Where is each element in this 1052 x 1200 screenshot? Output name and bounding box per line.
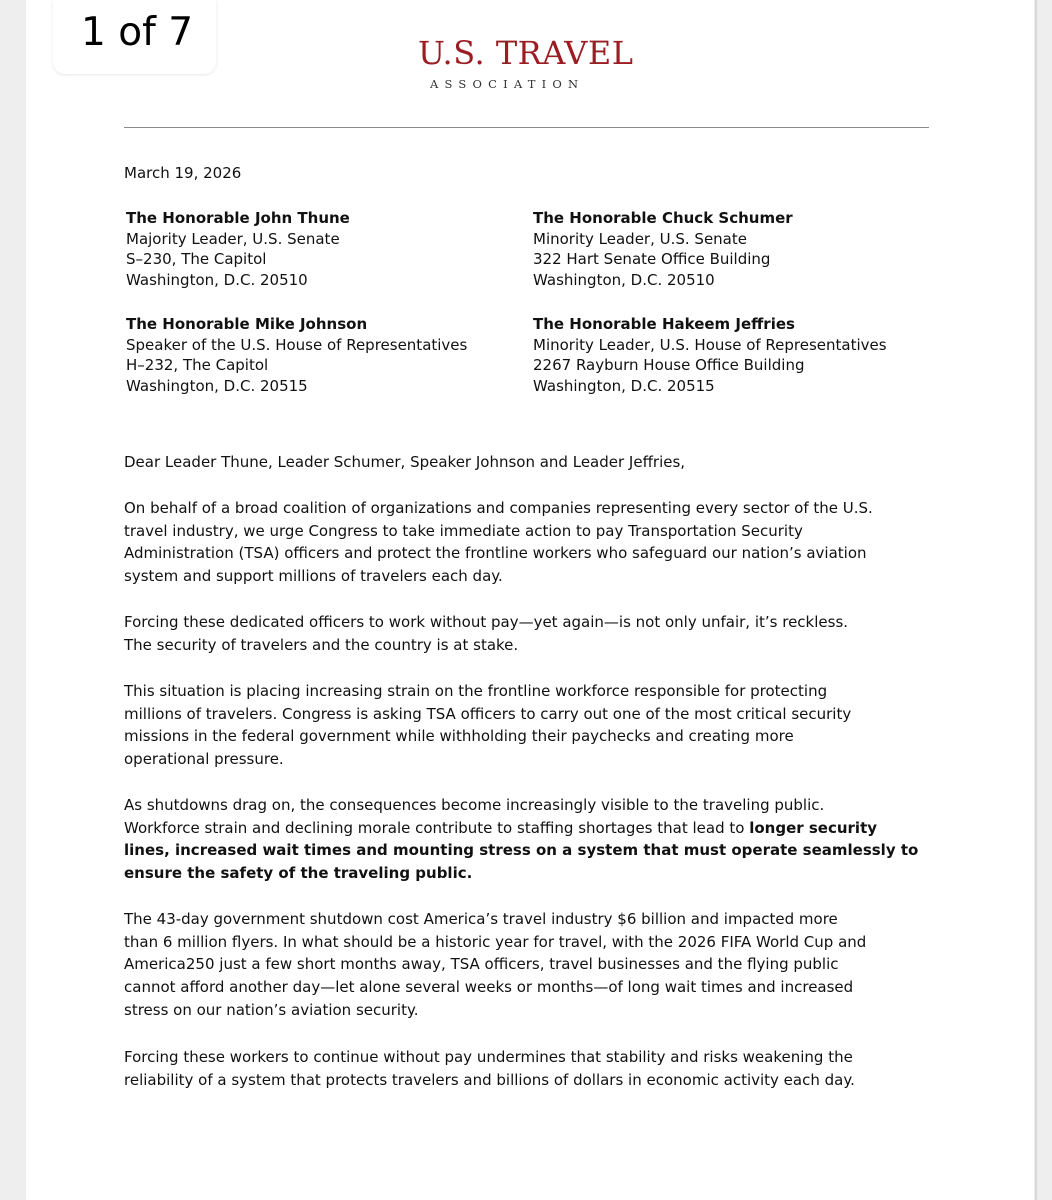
paragraph-line: The 43-day government shutdown cost America’s travel industry $6 billion and impacted more bbox=[124, 910, 838, 928]
paragraph-line: stress on our nation’s aviation security. bbox=[124, 1000, 419, 1019]
addressee-line: Washington, D.C. 20510 bbox=[533, 270, 715, 289]
paragraph-line: Forcing these dedicated officers to work without pay—yet again—is not only unfair, it’s reckless. bbox=[124, 613, 849, 631]
paragraph-line: than 6 million flyers. In what should be a historic year for travel, with the 2026 FIFA World Cup and bbox=[124, 932, 867, 951]
paragraph-line: Forcing these workers to continue without pay undermines that stability and risks weakening the bbox=[124, 1048, 853, 1066]
paragraph-line: As shutdowns drag on, the consequences become increasingly visible to the traveling public. bbox=[124, 796, 825, 814]
addressee-line: Washington, D.C. 20510 bbox=[126, 270, 308, 289]
paragraph-line bbox=[124, 862, 924, 885]
body-paragraph-4 bbox=[124, 794, 924, 885]
paragraph-line: system and support millions of travelers each day. bbox=[124, 567, 503, 586]
paragraph-text: Workforce strain and declining morale contribute to staffing shortages that lead to bbox=[124, 818, 750, 837]
body-paragraph-5 bbox=[124, 908, 924, 1022]
addressee-block-jeffries bbox=[533, 314, 887, 396]
addressee-block-johnson bbox=[126, 314, 467, 396]
addressee-line: Washington, D.C. 20515 bbox=[126, 376, 308, 395]
addressee-block-thune bbox=[126, 208, 350, 290]
body-paragraph-3 bbox=[124, 680, 924, 771]
paragraph-line: travel industry, we urge Congress to take immediate action to pay Transportation Security bbox=[124, 521, 803, 540]
emphasis-text: ensure the safety of the traveling public. bbox=[124, 864, 473, 883]
paragraph-line: millions of travelers. Congress is asking TSA officers to carry out one of the most critical security bbox=[124, 704, 852, 723]
paragraph-line: Administration (TSA) officers and protect the frontline workers who safeguard our nation’s aviation bbox=[124, 544, 867, 563]
addressee-line: S–230, The Capitol bbox=[126, 250, 267, 268]
paragraph-line: cannot afford another day—let alone several weeks or months—of long wait times and increased bbox=[124, 978, 854, 997]
addressee-line: Speaker of the U.S. House of Representatives bbox=[126, 335, 468, 354]
emphasis-text: longer security bbox=[749, 818, 878, 837]
addressee-line: Washington, D.C. 20515 bbox=[533, 376, 715, 395]
page-edge-divider bbox=[1035, 0, 1037, 1200]
emphasis-text: lines, increased wait times and mounting stress on a system that must operate seamlessly to bbox=[124, 841, 919, 860]
addressee-line: H–232, The Capitol bbox=[126, 356, 269, 374]
paragraph-line: missions in the federal government while withholding their paychecks and creating more bbox=[124, 727, 794, 746]
body-paragraph-6 bbox=[124, 1046, 924, 1091]
paragraph-line: operational pressure. bbox=[124, 750, 284, 769]
paragraph-line: This situation is placing increasing strain on the frontline workforce responsible for protecting bbox=[124, 682, 828, 700]
letterhead-logo-subtitle: ASSOCIATION bbox=[430, 77, 585, 91]
paragraph-line: reliability of a system that protects travelers and billions of dollars in economic activity each day. bbox=[124, 1070, 855, 1089]
addressee-line: 2267 Rayburn House Office Building bbox=[533, 356, 805, 374]
paragraph-line bbox=[124, 839, 924, 862]
body-paragraph-1 bbox=[124, 497, 924, 588]
addressee-block-schumer bbox=[533, 208, 793, 290]
addressee-name: The Honorable Hakeem Jeffries bbox=[533, 315, 795, 333]
paragraph-line: America250 just a few short months away, TSA officers, travel businesses and the flying public bbox=[124, 955, 839, 974]
letterhead-divider bbox=[124, 127, 929, 128]
letterhead-logo-title: U.S. TRAVEL bbox=[418, 34, 634, 72]
addressee-name: The Honorable John Thune bbox=[126, 209, 350, 227]
addressee-name: The Honorable Mike Johnson bbox=[126, 315, 368, 333]
addressee-line: Majority Leader, U.S. Senate bbox=[126, 229, 340, 248]
addressee-line: 322 Hart Senate Office Building bbox=[533, 250, 771, 268]
addressee-name: The Honorable Chuck Schumer bbox=[533, 209, 793, 227]
letter-date: March 19, 2026 bbox=[124, 164, 242, 182]
paragraph-line bbox=[124, 817, 924, 840]
page-counter-badge: 1 of 7 bbox=[53, 0, 216, 74]
paragraph-line: The security of travelers and the country is at stake. bbox=[124, 635, 519, 654]
letter-salutation: Dear Leader Thune, Leader Schumer, Speaker Johnson and Leader Jeffries, bbox=[124, 453, 686, 471]
addressee-line: Minority Leader, U.S. Senate bbox=[533, 229, 747, 248]
addressee-line: Minority Leader, U.S. House of Representatives bbox=[533, 335, 887, 354]
paragraph-line: On behalf of a broad coalition of organizations and companies representing every sector of the U.S. bbox=[124, 499, 873, 517]
body-paragraph-2 bbox=[124, 611, 924, 656]
